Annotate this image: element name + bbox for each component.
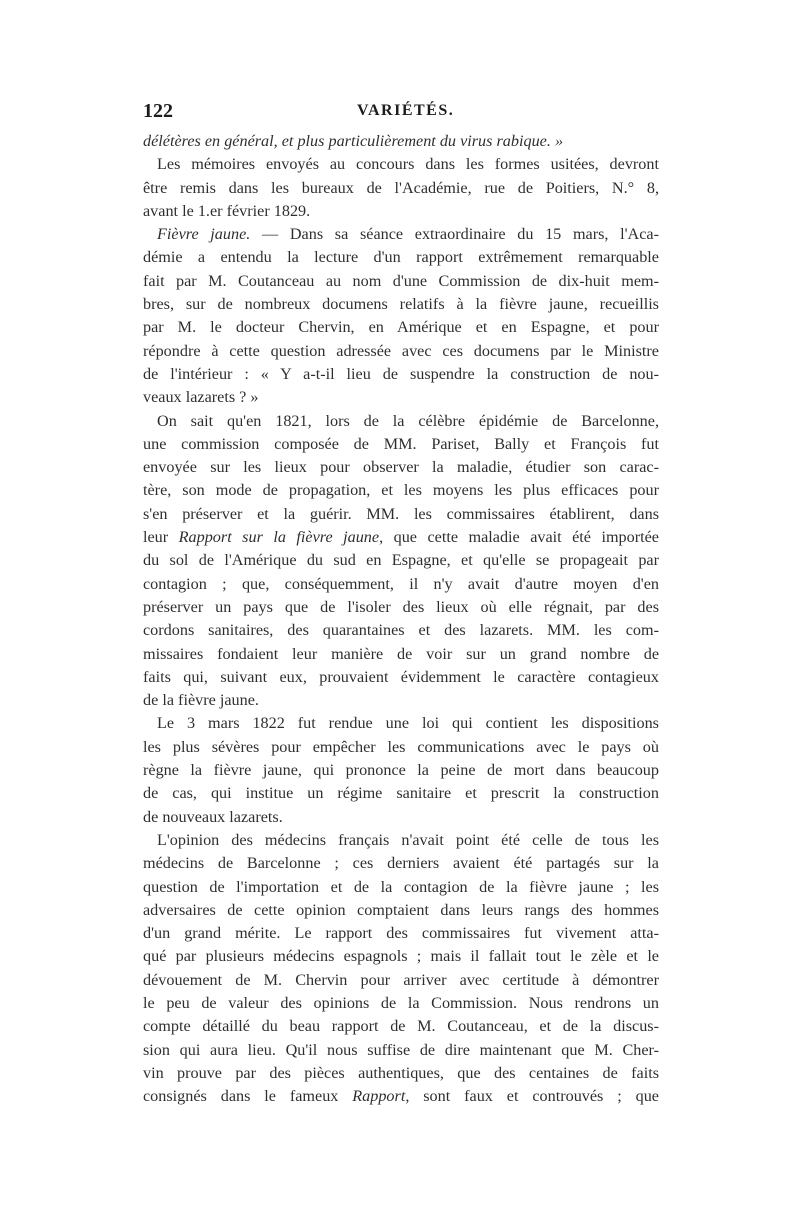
text-line bbox=[143, 876, 659, 899]
text-run: être remis dans les bureaux de l'Académie, rue de Poitiers, N.° 8, bbox=[143, 178, 659, 197]
text-line bbox=[143, 293, 659, 316]
text-line bbox=[143, 1039, 659, 1062]
text-run: bres, sur de nombreux documens relatifs à la fièvre jaune, recueillis bbox=[143, 295, 659, 314]
text-line bbox=[143, 433, 659, 456]
text-run: de l'intérieur : « Y a-t-il lieu de suspendre la construction de nou- bbox=[143, 364, 659, 383]
text-run: avant le 1.er février 1829. bbox=[143, 201, 311, 220]
text-line bbox=[143, 969, 659, 992]
text-line bbox=[143, 503, 659, 526]
text-run: fait par M. Coutanceau au nom d'une Commission de dix-huit mem- bbox=[143, 271, 659, 290]
text-line bbox=[143, 1085, 659, 1108]
text-line bbox=[143, 153, 659, 176]
text-line bbox=[143, 573, 659, 596]
page-header bbox=[143, 100, 663, 126]
text-line bbox=[143, 1015, 659, 1038]
text-line bbox=[143, 1062, 659, 1085]
page-number: 122 bbox=[143, 100, 173, 122]
text-run: tère, son mode de propagation, et les moyens les plus efficaces pour bbox=[143, 481, 659, 500]
text-line bbox=[143, 456, 659, 479]
text-run: contagion ; que, conséquemment, il n'y avait d'autre moyen d'en bbox=[143, 574, 659, 593]
italic-text: délétères en général, et plus particulièrement du virus rabique. » bbox=[143, 132, 564, 150]
text-run: répondre à cette question adressée avec ces documens par le Ministre bbox=[143, 341, 659, 360]
text-line bbox=[143, 782, 659, 805]
text-run: les plus sévères pour empêcher les communications avec le pays où bbox=[143, 737, 659, 756]
text-run: — Dans sa séance extraordinaire du 15 mars, l'Aca- bbox=[250, 225, 659, 244]
text-line bbox=[143, 736, 659, 759]
text-line bbox=[143, 689, 659, 712]
text-run: veaux lazarets ? » bbox=[143, 388, 259, 407]
text-run: On sait qu'en 1821, lors de la célèbre épidémie de Barcelonne, bbox=[157, 411, 659, 430]
text-line bbox=[143, 130, 659, 153]
text-line bbox=[143, 246, 659, 269]
text-run: démie a entendu la lecture d'un rapport extrêmement remarquable bbox=[143, 248, 659, 267]
text-run: question de l'importation et de la contagion de la fièvre jaune ; les bbox=[143, 877, 659, 896]
text-run: de nouveaux lazarets. bbox=[143, 807, 283, 826]
text-run: de cas, qui institue un régime sanitaire et prescrit la construction bbox=[143, 784, 659, 803]
text-line bbox=[143, 526, 659, 549]
text-line bbox=[143, 410, 659, 433]
text-run: adversaires de cette opinion comptaient dans leurs rangs des hommes bbox=[143, 900, 659, 919]
text-line bbox=[143, 363, 659, 386]
text-run: compte détaillé du beau rapport de M. Coutanceau, et de la discus- bbox=[143, 1017, 659, 1036]
text-run: consignés dans le fameux bbox=[143, 1087, 353, 1106]
text-run: s'en préserver et la guérir. MM. les commissaires établirent, dans bbox=[143, 504, 659, 523]
text-run: envoyée sur les lieux pour observer la maladie, étudier son carac- bbox=[143, 458, 659, 477]
text-run: vin prouve par des pièces authentiques, que des centaines de faits bbox=[143, 1063, 659, 1082]
text-line bbox=[143, 666, 659, 689]
text-line bbox=[143, 922, 659, 945]
text-line bbox=[143, 340, 659, 363]
text-line bbox=[143, 712, 659, 735]
text-line bbox=[143, 479, 659, 502]
text-line bbox=[143, 386, 659, 409]
text-line bbox=[143, 177, 659, 200]
text-line bbox=[143, 223, 659, 246]
text-run: faits qui, suivant eux, prouvaient évidemment le caractère contagieux bbox=[143, 667, 659, 686]
text-line bbox=[143, 992, 659, 1015]
text-run: Les mémoires envoyés au concours dans les formes usitées, devront bbox=[157, 155, 659, 174]
text-line bbox=[143, 270, 659, 293]
text-run: sion qui aura lieu. Qu'il nous suffise de dire maintenant que M. Cher- bbox=[143, 1040, 659, 1059]
text-line bbox=[143, 945, 659, 968]
text-line bbox=[143, 899, 659, 922]
body-text bbox=[143, 130, 659, 1108]
text-line bbox=[143, 829, 659, 852]
italic-text: Rapport sur la fièvre jaune bbox=[178, 528, 380, 547]
text-line bbox=[143, 619, 659, 642]
italic-text: Rapport bbox=[352, 1087, 406, 1106]
text-run: du sol de l'Amérique du sud en Espagne, et qu'elle se propageait par bbox=[143, 551, 659, 570]
text-run: Le 3 mars 1822 fut rendue une loi qui contient les dispositions bbox=[157, 714, 659, 733]
text-run: missaires fondaient leur manière de voir sur un grand nombre de bbox=[143, 644, 659, 663]
text-run: dévouement de M. Chervin pour arriver avec certitude à démontrer bbox=[143, 970, 659, 989]
text-run: règne la fièvre jaune, qui prononce la peine de mort dans beaucoup bbox=[143, 761, 659, 780]
text-line bbox=[143, 549, 659, 572]
text-line bbox=[143, 759, 659, 782]
text-run: le peu de valeur des opinions de la Commission. Nous rendrons un bbox=[143, 993, 659, 1012]
text-line bbox=[143, 643, 659, 666]
text-line bbox=[143, 200, 659, 223]
text-run: qué par plusieurs médecins espagnols ; mais il fallait tout le zèle et le bbox=[143, 947, 659, 966]
text-run: une commission composée de MM. Pariset, Bally et François fut bbox=[143, 434, 659, 453]
text-run: médecins de Barcelonne ; ces derniers avaient été partagés sur la bbox=[143, 854, 659, 873]
text-run: L'opinion des médecins français n'avait point été celle de tous les bbox=[157, 830, 659, 849]
text-run: d'un grand mérite. Le rapport des commissaires fut vivement atta- bbox=[143, 924, 659, 943]
text-run: de la fièvre jaune. bbox=[143, 691, 259, 710]
italic-text: Fièvre jaune. bbox=[157, 225, 251, 244]
text-line bbox=[143, 316, 659, 339]
running-title: VARIÉTÉS. bbox=[357, 102, 455, 119]
text-run: leur bbox=[143, 528, 179, 547]
text-run: , sont faux et controuvés ; que bbox=[405, 1087, 659, 1106]
text-run: préserver un pays que de l'isoler des lieux où elle régnait, par des bbox=[143, 597, 659, 616]
text-line bbox=[143, 596, 659, 619]
text-line bbox=[143, 852, 659, 875]
text-run: cordons sanitaires, des quarantaines et des lazarets. MM. les com- bbox=[143, 621, 659, 640]
text-run: , que cette maladie avait été importée bbox=[379, 528, 659, 547]
text-run: par M. le docteur Chervin, en Amérique et en Espagne, et pour bbox=[143, 318, 659, 337]
text-line bbox=[143, 806, 659, 829]
